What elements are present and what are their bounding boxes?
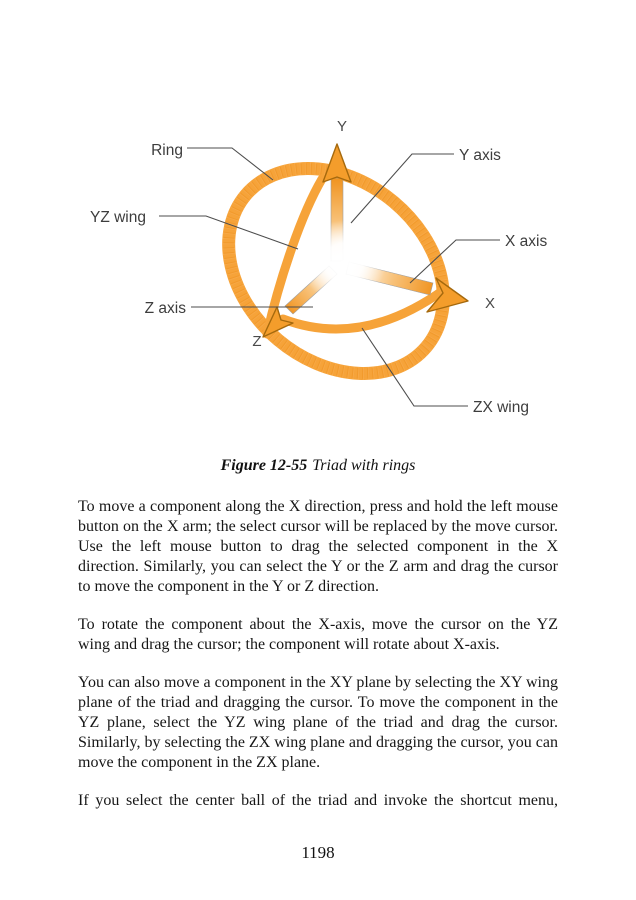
- figure-caption-number: Figure 12-55: [220, 457, 308, 474]
- paragraph-move-x: To move a component along the X direction, press and hold the left mouse button on the X arm; the select cursor will be replaced by the move cursor. Use the left mouse button to drag the selected component in the X direction. Similarly, you can select the Y or the Z arm and drag the cursor to move the component in the Y or Z direction.: [78, 498, 558, 595]
- paragraph-rotate-x: To rotate the component about the X-axis, move the cursor on the YZ wing and drag the cursor; the component will rotate about X-axis.: [78, 616, 558, 653]
- y-axis-label: Y axis: [459, 147, 501, 164]
- y-axis-letter: Y: [336, 118, 348, 135]
- paragraph-move-planes: You can also move a component in the XY plane by selecting the XY wing plane of the triad and dragging the cursor. To move the component in the YZ plane, select the YZ wing plane of the triad and drag the cursor. Similarly, by selecting the ZX wing plane and dragging the cursor, you can move the component in the ZX plane.: [78, 674, 558, 771]
- x-axis-letter: X: [484, 295, 496, 312]
- z-axis-label: Z axis: [144, 300, 186, 317]
- figure-caption: [0, 457, 636, 475]
- x-axis-label: X axis: [505, 233, 548, 250]
- y-arrowhead: [323, 144, 351, 182]
- paragraph-center-ball: If you select the center ball of the triad and invoke the shortcut menu,: [78, 792, 558, 809]
- center-ball-glow: [302, 220, 386, 304]
- ring-label: Ring: [151, 142, 183, 159]
- page-number: 1198: [301, 843, 335, 862]
- page-body: [78, 497, 558, 829]
- z-axis-letter: Z: [252, 333, 262, 350]
- figure-caption-title: Triad with rings: [312, 457, 416, 474]
- yz-wing-label: YZ wing: [90, 209, 146, 226]
- zx-wing-label: ZX wing: [473, 399, 529, 416]
